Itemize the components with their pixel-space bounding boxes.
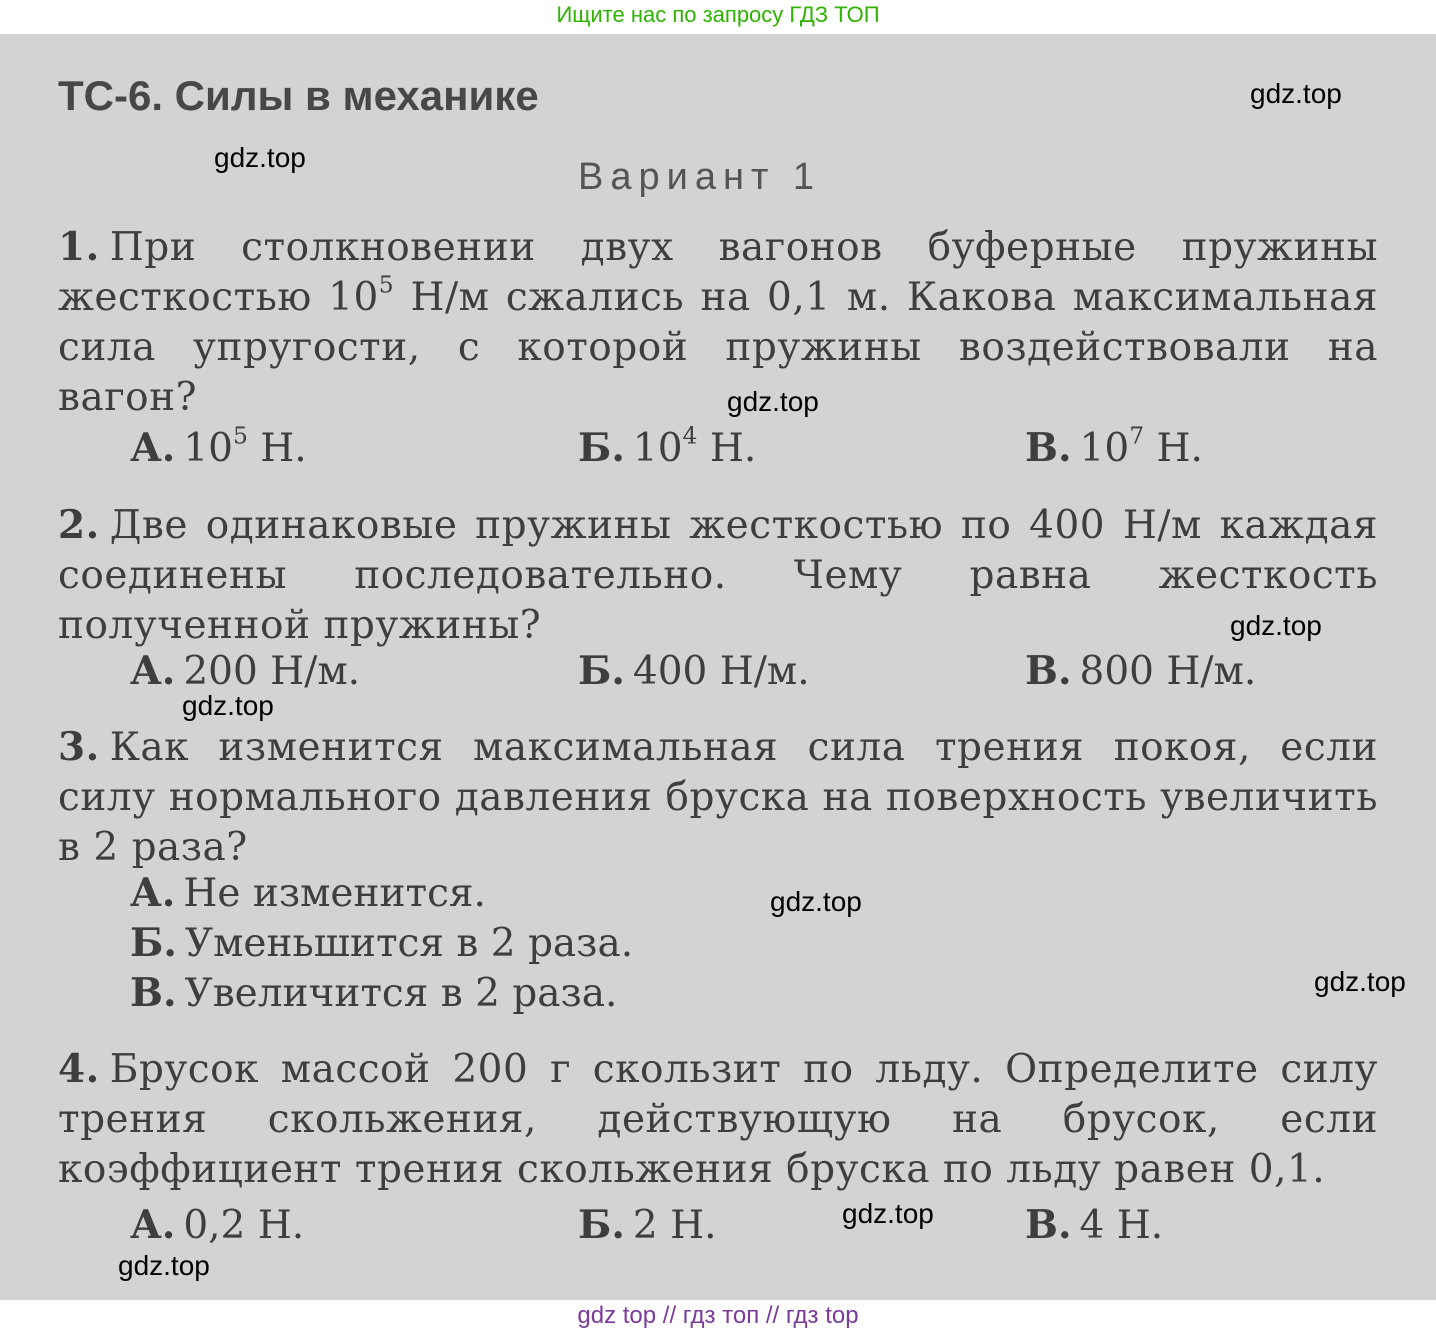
watermark: gdz.top bbox=[770, 886, 862, 917]
footer-links[interactable]: gdz top // гдз топ // гдз top bbox=[577, 1302, 859, 1329]
variant-heading: Вариант 1 bbox=[578, 156, 822, 198]
option-c[interactable]: В. $10^7$ Н. bbox=[1025, 421, 1203, 471]
top-banner[interactable]: Ищите нас по запросу ГДЗ ТОП bbox=[556, 2, 880, 27]
watermark: gdz.top bbox=[842, 1198, 934, 1229]
watermark: gdz.top bbox=[727, 386, 819, 417]
answer-options bbox=[130, 1200, 1380, 1250]
watermark: gdz.top bbox=[182, 690, 274, 721]
watermark: gdz.top bbox=[214, 142, 306, 173]
option-c[interactable]: В. 4 Н. bbox=[1025, 1202, 1164, 1248]
question-number: 3. bbox=[58, 724, 100, 770]
watermark: gdz.top bbox=[1314, 966, 1406, 997]
question-text: Н/м сжались на 0,1 м. Какова максимальная сила упругости, с которой пружины воздействовали на вагон? bbox=[58, 275, 1378, 420]
question-text: Как изменится максимальная сила трения покоя, если силу нормального давления бруска на поверхность увеличить в 2 раза? bbox=[58, 725, 1378, 870]
watermark: gdz.top bbox=[1230, 610, 1322, 641]
option-a[interactable]: А. 200 Н/м. bbox=[130, 648, 361, 694]
option-b[interactable]: Б. 400 Н/м. bbox=[578, 648, 810, 694]
question-text: Брусок массой 200 г скользит по льду. Определите силу трения скольжения, действующую на брусок, если коэффициент трения скольжения бруска по льду равен 0,1. bbox=[58, 1047, 1378, 1192]
question-2 bbox=[58, 500, 1378, 651]
option-b[interactable]: Б. $10^4$ Н. bbox=[578, 421, 757, 471]
question-number: 1. bbox=[58, 224, 100, 270]
watermark: gdz.top bbox=[118, 1250, 210, 1281]
option-a[interactable]: А. Не изменится. bbox=[130, 870, 486, 916]
option-c[interactable]: В. Увеличится в 2 раза. bbox=[130, 970, 618, 1016]
answer-options bbox=[130, 423, 1380, 473]
question-text: Две одинаковые пружины жесткостью по 400 Н/м каждая соединены последовательно. Чему равна жесткость полученной пружины? bbox=[58, 503, 1378, 648]
question-number: 4. bbox=[58, 1046, 100, 1092]
option-c[interactable]: В. 800 Н/м. bbox=[1025, 648, 1257, 694]
question-text: При столкновении двух вагонов буферные пружины жесткостью 10 bbox=[58, 225, 1378, 320]
textbook-page bbox=[0, 34, 1436, 1300]
option-a[interactable]: А. 0,2 Н. bbox=[130, 1202, 305, 1248]
exponent: 5 bbox=[378, 270, 395, 299]
option-b[interactable]: Б. Уменьшится в 2 раза. bbox=[130, 920, 634, 966]
question-4 bbox=[58, 1044, 1378, 1195]
option-a[interactable]: А. $10^5$ Н. bbox=[130, 421, 307, 471]
question-3 bbox=[58, 722, 1378, 873]
question-number: 2. bbox=[58, 502, 100, 548]
page-title: ТС-6. Силы в механике bbox=[58, 72, 539, 119]
answer-options bbox=[130, 646, 1380, 696]
watermark: gdz.top bbox=[1250, 78, 1342, 109]
option-b[interactable]: Б. 2 Н. bbox=[578, 1202, 717, 1248]
question-1 bbox=[58, 222, 1378, 423]
